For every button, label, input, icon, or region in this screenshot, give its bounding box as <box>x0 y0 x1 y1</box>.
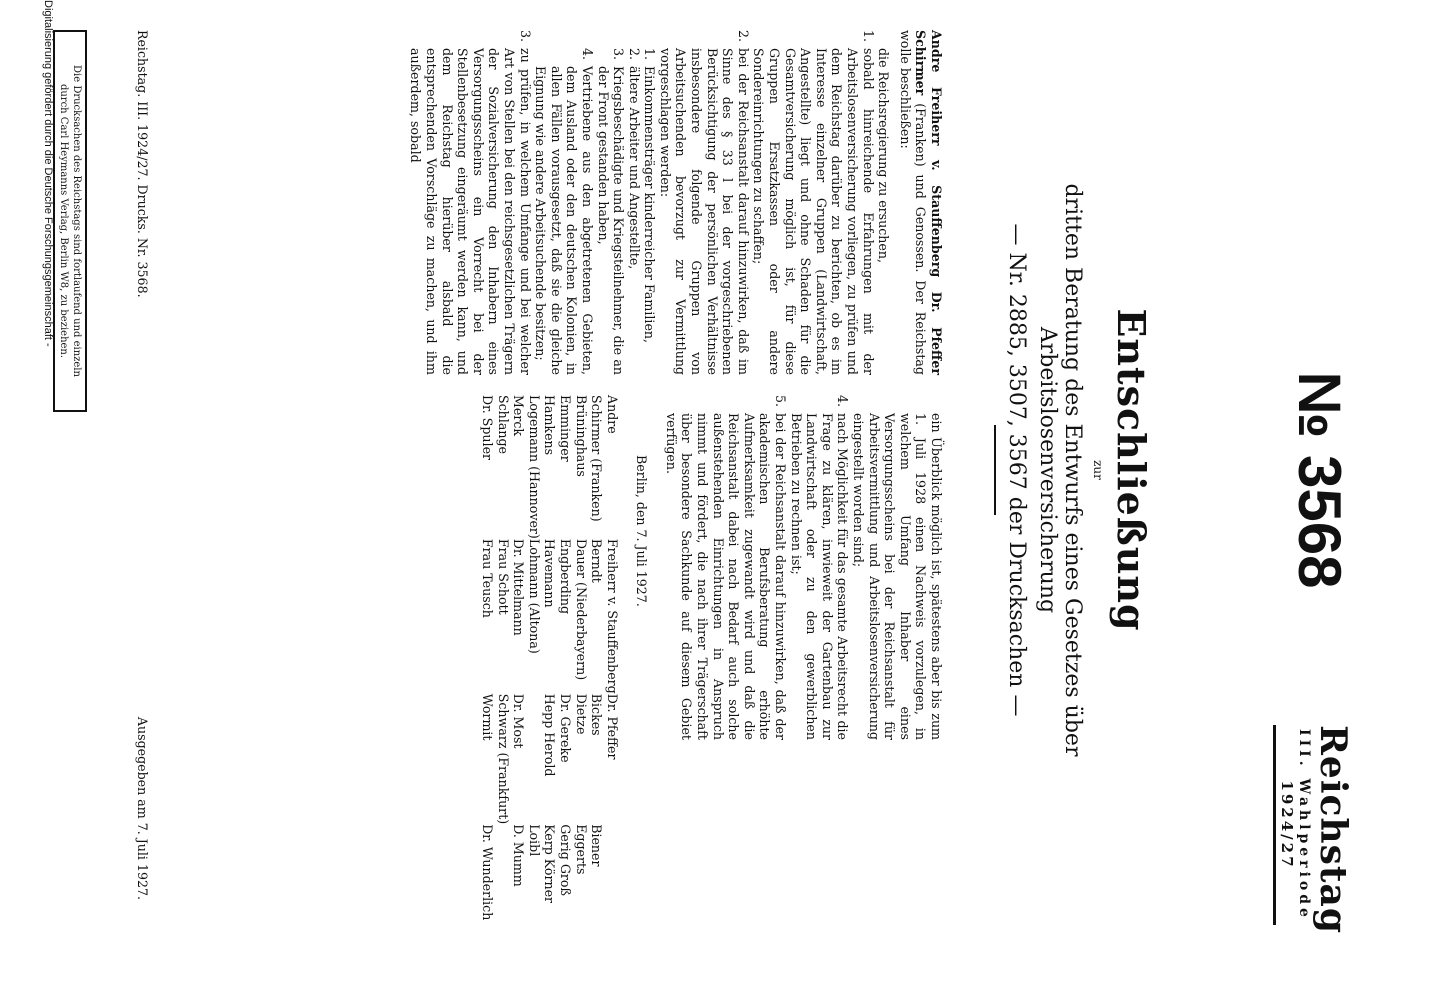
signatory-name <box>604 824 620 920</box>
list-item <box>788 395 850 740</box>
signatory-name: Brüninghaus <box>573 395 589 477</box>
signatory-name: Dietze <box>573 693 589 735</box>
signatory-name: Logemann (Hannover) <box>526 395 542 539</box>
signatory-name: Loibl <box>526 824 542 857</box>
sub-item <box>626 48 642 375</box>
sub-number: 3. <box>611 48 627 61</box>
document-number: № 3568 <box>1286 371 1353 589</box>
signatory-name: Andre <box>604 395 620 434</box>
wahlperiode: III. Wahlperiode <box>1296 729 1312 921</box>
signatory-name: Frau Teusch <box>479 538 495 618</box>
signatory-name: Schirmer (Franken) <box>589 395 605 522</box>
heading-title: Entschließung <box>1109 308 1154 632</box>
sub-number: 1. <box>642 48 658 61</box>
date-line: Berlin, den 7. Juli 1927. <box>634 455 650 607</box>
signatory-name: Kerp Körner <box>542 824 558 904</box>
signatory-name: Wormit <box>479 693 495 741</box>
item-text: sobald hinreichende Erfahrungen mit der Arbeitslosenversicherung vorliegen, zu prüfen und dem Reichstag darüber zu berichten, ob es im Interesse einzelner Gruppen (Landwirtschaft, Angestellte) liegt und ohne Schaden für die Gesamtversicherung möglich ist, für diese Gruppen Ersatzkassen oder andere Sondereinrichtungen zu schaffen; <box>751 48 876 375</box>
signatory-name: Havemann <box>542 538 558 608</box>
signatory-name: Berndt <box>589 538 605 583</box>
sub-item <box>642 48 658 375</box>
intro <box>897 30 944 375</box>
signatory-name: Dr. Wunderlich <box>479 824 495 921</box>
period-years: 1924/27 <box>1273 725 1296 925</box>
signatory-name: Dr. Pfeffer <box>604 693 620 760</box>
signatory-name: Emminger <box>557 395 573 462</box>
signatory-name: Frau Schott <box>495 538 511 615</box>
sub-number: 4. <box>579 48 595 61</box>
item-number: 5. <box>773 395 789 408</box>
list-item <box>751 30 876 375</box>
item-text: bei der Reichsanstalt darauf hinzuwirken, daß im Sinne des § 33 l bei der vorgeschriebenen Berücksichtigung der persönlichen Verhältnisse insbesondere folgende Gruppen von Arbeitsuchenden bevorzugt zur Vermittlung vorgeschlagen werden: <box>657 48 751 375</box>
item-text: nach Möglichkeit für das gesamte Arbeitsrecht die Frage zu klären, inwieweit der Gartenbau zur Landwirtschaft oder zu den gewerblichen Betrieben zu rechnen ist; <box>788 413 851 740</box>
publisher-stamp <box>53 30 87 412</box>
signatories <box>479 395 620 921</box>
sub-text: Einkommensträger kinderreicher Familien, <box>642 66 658 344</box>
signatory-name: Schwarz (Frankfurt) <box>495 693 511 825</box>
sub-item <box>595 48 626 375</box>
sub-text: Kriegsbeschädigte und Kriegsteilnehmer, die an der Front gestanden haben, <box>595 66 627 375</box>
list-item <box>408 30 533 375</box>
stamp-line-1: Die Drucksachen des Reichstags sind fortlaufend und einzeln <box>71 65 82 377</box>
signatory-name <box>495 824 511 920</box>
dfg-note: Digitalisierung gefördert durch die Deutsche Forschungsgemeinschaft - <box>42 0 54 347</box>
intro-names: Andre Freiherr v. Stauffenberg Dr. Pfeffer Schirmer <box>913 30 944 375</box>
lead-text: die Reichsregierung zu ersuchen, <box>876 48 892 263</box>
sub-item <box>533 48 595 375</box>
signatory-name: Hepp Herold <box>542 693 558 777</box>
signatory-name: Eggerts <box>573 824 589 875</box>
item-number: 2. <box>735 30 751 43</box>
signatory-name: Hamkens <box>542 395 558 456</box>
item-text: bei der Reichsanstalt darauf hinzuwirken, daß der akademischen Berufsberatung erhöhte Aufmerksamkeit zugewandt wird und daß die Reichsanstalt dabei nach Bedarf auch solche außenstehenden Einrichtungen in Anspruch nimmt und fördert, die nach ihrer Trägerschaft über besondere Sachkunde auf diesem Gebiet verfügen. <box>663 413 789 740</box>
signatory-name: Merck <box>511 395 527 437</box>
heading-line-2: — Nr. 2885, 3507, 3567 der Drucksachen — <box>1004 223 1029 717</box>
item-text: zu prüfen, in welchem Umfange und bei welcher Art von Stellen bei den reichsgesetzlichen Trägern der Sozialversicherung den Inhabern eines Versorgungsscheins ein Vorrecht bei der Stellenbesetzung eingeräumt werden kann, und dem Reichstag hierüber alsbald die entsprechenden Vorschläge zu machen, und ihm außerdem, sobald <box>408 48 533 375</box>
heading-zur: zur <box>1091 460 1105 480</box>
document-heading <box>994 110 1154 830</box>
signatory-name: Schlange <box>495 395 511 454</box>
signatory-name: Biener <box>589 824 605 867</box>
item-number: 4. <box>835 395 851 408</box>
footer-left: Reichstag. III. 1924/27. Drucks. Nr. 3568. <box>135 30 150 298</box>
footer <box>135 30 150 900</box>
sub-text: Vertriebene aus den abgetretenen Gebieten, dem Ausland oder den deutschen Kolonien, in allen Fällen vorausgesetzt, daß sie die gleiche Eignung wie andere Arbeitsuchende besitzen; <box>533 66 595 375</box>
sub-number: 2. <box>626 48 642 61</box>
list-item <box>663 395 788 740</box>
item-number: 3. <box>517 30 533 43</box>
signatory-name: Bickes <box>589 693 605 736</box>
signatory-name: Dr. Spuler <box>479 395 495 461</box>
signatory-name: Freiherr v. Stauffenberg <box>604 538 620 694</box>
signatory-name: Lohmann (Altona) <box>526 538 542 654</box>
continuation-text: ein Überblick möglich ist, spätestens aber bis zum 1. Juli 1928 einen Nachweis vorzulegen, in welchem Umfang Inhaber eines Versorgungsscheins bei der Reichsanstalt für Arbeitsvermittlung und Arbeitslosenversicherung eingestellt worden sind; <box>851 413 944 740</box>
signatory-name: D. Mumm <box>511 824 527 887</box>
signatory-name: Engberding <box>557 538 573 615</box>
signatory-name: Gerig Groß <box>557 824 573 896</box>
intro-rest: (Franken) und Genossen. Der Reichstag wolle beschließen: <box>897 30 929 375</box>
footer-right: Ausgegeben am 7. Juli 1927. <box>135 716 150 900</box>
left-column <box>408 30 944 375</box>
heading-line-1: dritten Beratung des Entwurfs eines Gesetzes über Arbeitslosenversicherung <box>1035 183 1085 757</box>
signatory-name: Dr. Most <box>511 693 527 749</box>
stamp-line-2: durch Carl Heymanns Verlag, Berlin W8, zu beziehen. <box>58 83 69 359</box>
heading-rule <box>994 425 996 515</box>
signatory-name: Dauer (Niederbayern) <box>573 538 589 681</box>
reichstag-header <box>1273 725 1354 934</box>
sub-text: ältere Arbeiter und Angestellte, <box>626 66 642 270</box>
right-column <box>479 395 944 921</box>
signatory-name <box>526 694 542 824</box>
sub-list <box>533 48 658 375</box>
signatory-name: Dr. Mittelmann <box>511 538 527 636</box>
signatory-name: Dr. Gereke <box>557 693 573 763</box>
reichstag-title: Reichstag <box>1312 725 1354 934</box>
list-item <box>657 30 751 375</box>
item-number: 1. <box>860 30 876 43</box>
